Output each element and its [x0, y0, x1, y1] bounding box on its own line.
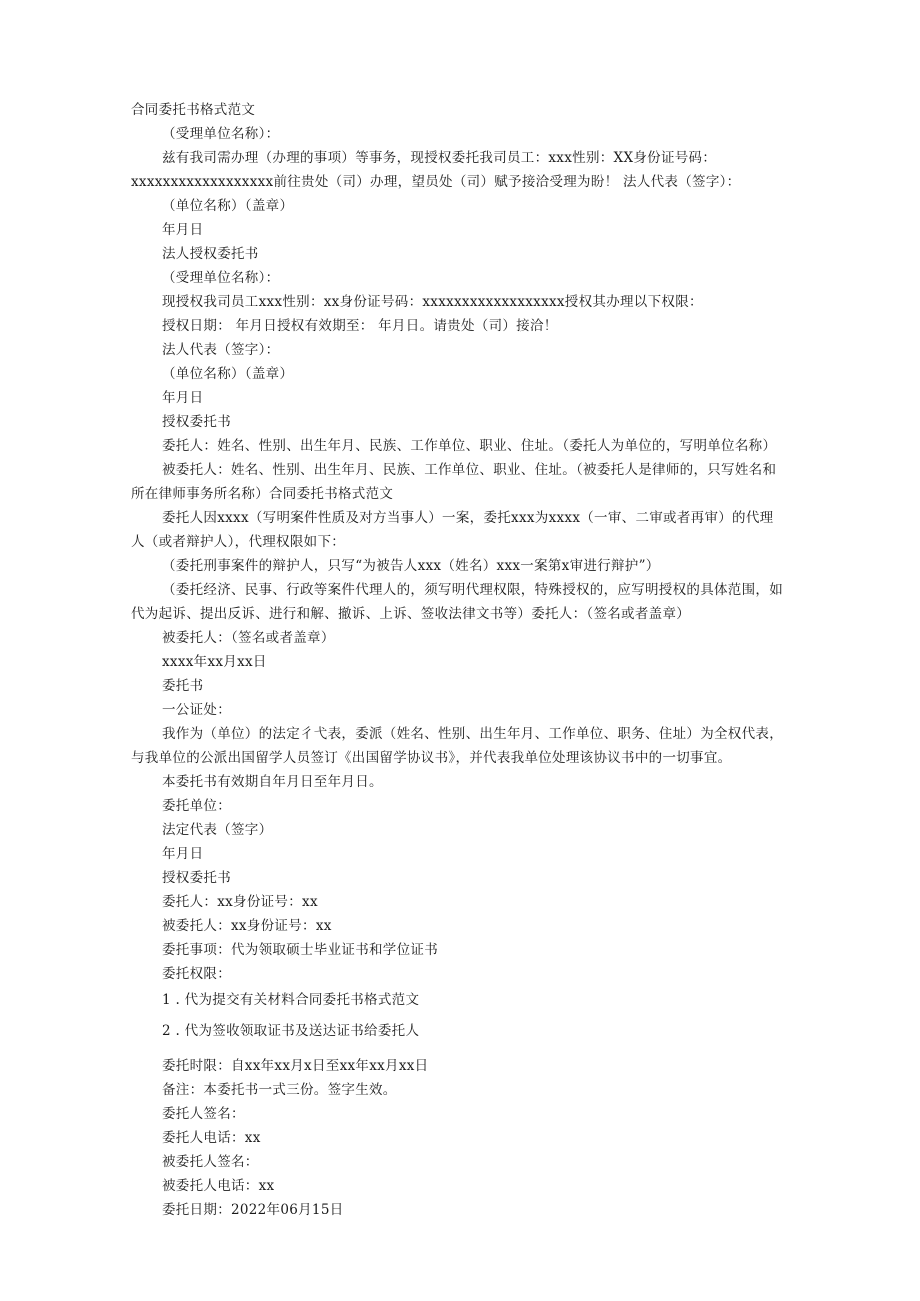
paragraph-line: 被委托人：姓名、性别、出生年月、民族、工作单位、职业、住址。（被委托人是律师的，只写姓名和: [162, 462, 777, 478]
paragraph-line: 授权日期： 年月日授权有效期至： 年月日。请贵处（司）接洽！: [162, 318, 558, 334]
paragraph-line: 人（或者辩护人），代理权限如下：: [131, 534, 346, 550]
date-line: 委托日期：2022年06月15日: [162, 1202, 344, 1218]
addressee-line: 一公证处：: [162, 702, 231, 718]
paragraph-line: 代为起诉、提出反诉、进行和解、撤诉、上诉、签收法律文书等）委托人：（签名或者盖章）: [131, 606, 691, 622]
field-line: 委托事项：代为领取硕士毕业证书和学位证书: [162, 942, 438, 958]
seal-line: （单位名称）（盖章）: [162, 366, 294, 382]
seal-line: （单位名称）（盖章）: [162, 198, 294, 214]
field-line: 被委托人签名：: [162, 1154, 259, 1170]
paragraph-line: 委托人因xxxx（写明案件性质及对方当事人）一案，委托xxx为xxxx（一审、二审或者再审）的代理: [162, 510, 774, 526]
list-item: 2 . 代为签收领取证书及送达证书给委托人: [162, 1023, 420, 1039]
section-heading: 授权委托书: [162, 414, 231, 430]
field-line: 委托人电话：xx: [162, 1130, 261, 1146]
date-line: 年月日: [162, 390, 204, 406]
paragraph-line: 我作为（单位）的法定彳弋表，委派（姓名、性别、出生年月、工作单位、职务、住址）为全权代表，: [162, 726, 783, 742]
paragraph-line: xxxxxxxxxxxxxxxxxx前往贵处（司）办理，望员处（司）赋予接洽受理为盼！ 法人代表（签字）：: [131, 174, 741, 190]
field-line: 被委托人：xx身份证号：xx: [162, 918, 332, 934]
section-heading: 委托书: [162, 678, 204, 694]
field-line: 被委托人电话：xx: [162, 1178, 275, 1194]
paragraph-line: 与我单位的公派出国留学人员签订《出国留学协议书》，并代表我单位处理该协议书中的一切事宜。: [131, 750, 732, 766]
paragraph-line: 委托人：姓名、性别、出生年月、民族、工作单位、职业、住址。（委托人为单位的，写明单位名称）: [162, 438, 777, 454]
field-line: 委托人：xx身份证号：xx: [162, 894, 318, 910]
section-heading: 法人授权委托书: [162, 246, 259, 262]
paragraph-line: 兹有我司需办理（办理的事项）等事务，现授权委托我司员工：xxx性别：XX身份证号码：: [162, 150, 717, 166]
paragraph-line: （委托刑事案件的辩护人，只写“为被告人xxx（姓名）xxx一案第x审进行辩护”）: [162, 558, 660, 574]
paragraph-line: 所在律师事务所名称）合同委托书格式范文: [131, 486, 394, 502]
addressee-line: （受理单位名称）：: [162, 126, 280, 142]
paragraph-line: 本委托书有效期自年月日至年月日。: [162, 774, 383, 790]
field-line: 委托人签名：: [162, 1106, 245, 1122]
addressee-line: （受理单位名称）：: [162, 270, 280, 286]
note-line: 备注：本委托书一式三份。签字生效。: [162, 1082, 397, 1098]
field-line: 委托权限：: [162, 966, 231, 982]
signature-line: 法人代表（签字）：: [162, 342, 280, 358]
doc-title: 合同委托书格式范文: [131, 102, 256, 118]
date-line: 年月日: [162, 846, 204, 862]
paragraph-line: （委托经济、民事、行政等案件代理人的，须写明代理权限，特殊授权的，应写明授权的具体范围，如: [162, 582, 783, 598]
signature-line: 法定代表（签字）: [162, 822, 273, 838]
signature-line: 被委托人：（签名或者盖章）: [162, 630, 335, 646]
section-heading: 授权委托书: [162, 870, 231, 886]
date-line: xxxx年xx月xx日: [162, 654, 267, 670]
field-line: 委托时限：自xx年xx月x日至xx年xx月xx日: [162, 1058, 429, 1074]
date-line: 年月日: [162, 222, 204, 238]
list-item: 1 . 代为提交有关材料合同委托书格式范文: [162, 992, 420, 1008]
paragraph-line: 现授权我司员工xxx性别：xx身份证号码：xxxxxxxxxxxxxxxxxx授权其办理以下权限：: [162, 294, 703, 310]
field-line: 委托单位：: [162, 798, 231, 814]
